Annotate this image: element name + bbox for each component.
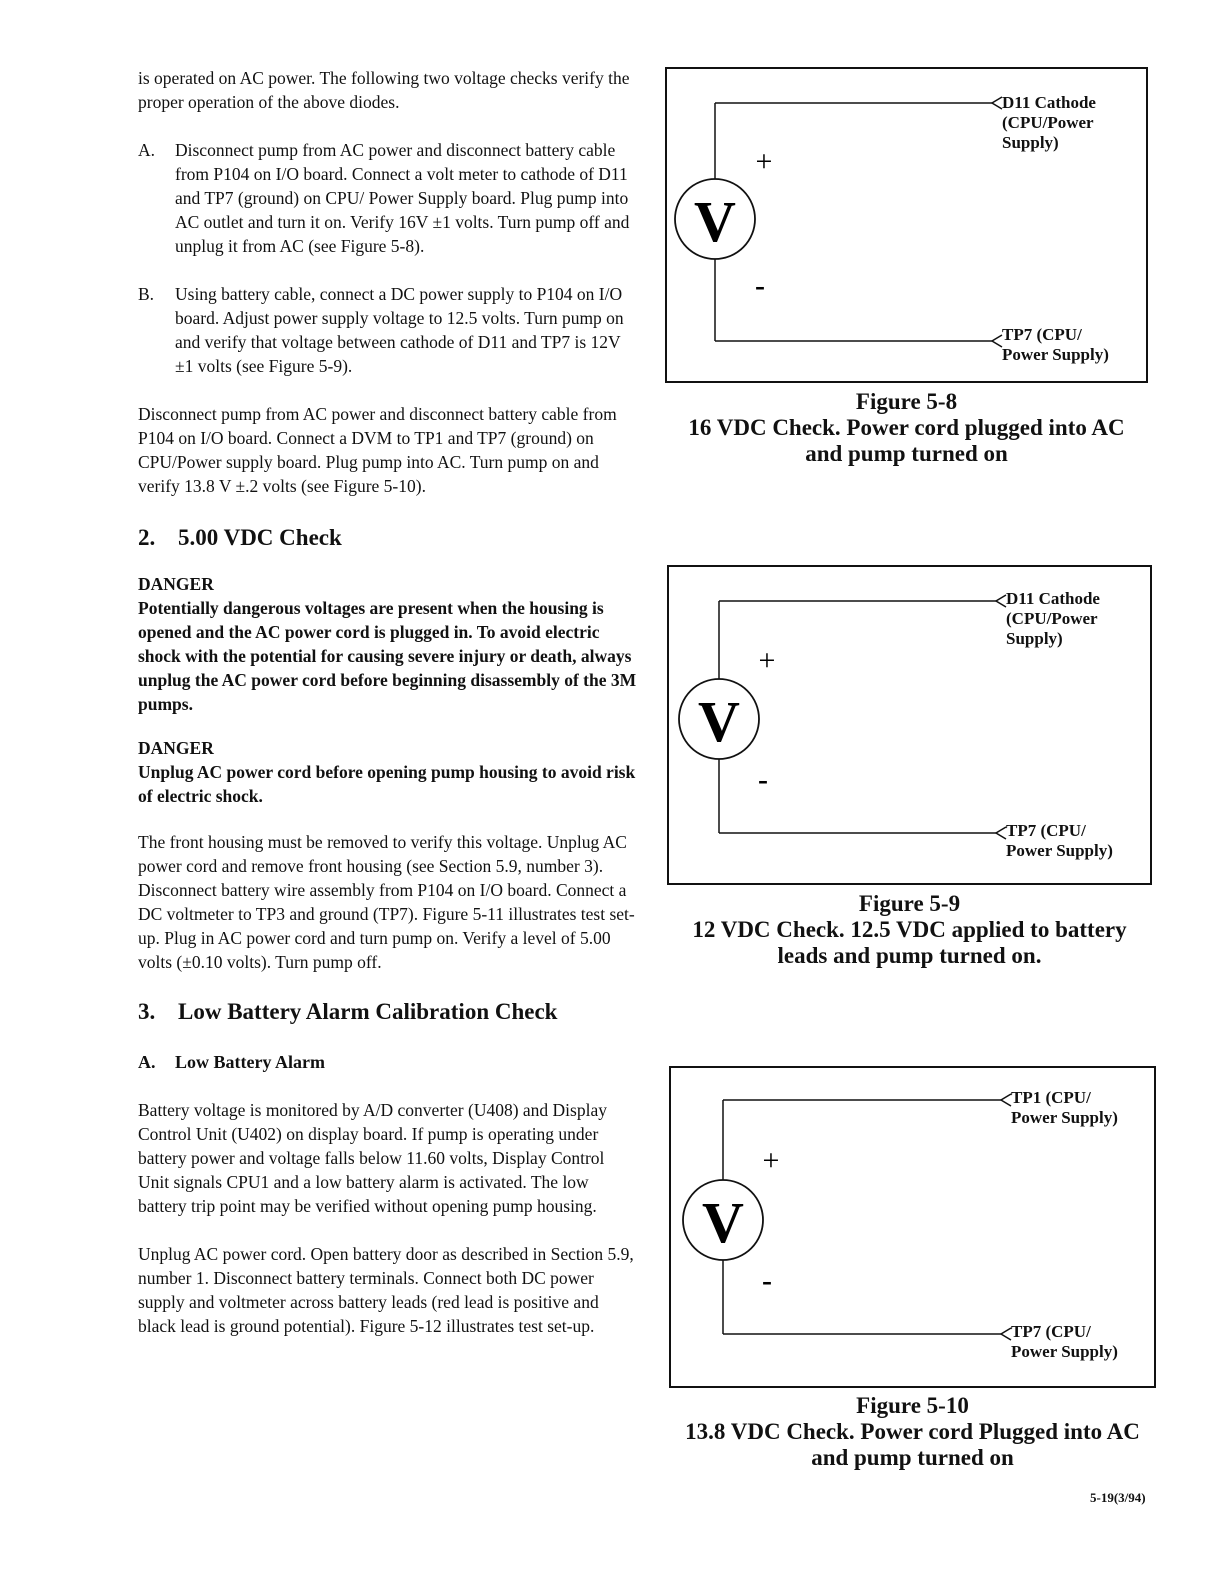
svg-text:V: V — [694, 189, 736, 254]
bottom-lead-label: TP7 (CPU/ Power Supply) — [1006, 821, 1113, 860]
positive-sign: + — [755, 145, 773, 178]
caption-line-1: 12 VDC Check. 12.5 VDC applied to battery — [692, 917, 1127, 942]
figure-5-9-diagram — [667, 565, 1152, 885]
section-title: 5.00 VDC Check — [178, 525, 342, 550]
top-lead-label: D11 Cathode (CPU/Power Supply) — [1006, 589, 1100, 648]
negative-sign: - — [755, 269, 765, 302]
danger-text-1: Potentially dangerous voltages are present when the housing is opened and the AC power cord is plugged in. To avoid electric shock with the potential for causing severe injury or death, always unplug the AC power cord before beginning disassembly of the 3M pumps. — [138, 598, 637, 714]
figure-label: Figure 5-9 — [858, 891, 961, 916]
svg-text:V: V — [702, 1190, 744, 1255]
caption-line-1: 13.8 VDC Check. Power cord Plugged into AC — [685, 1419, 1140, 1444]
figure-5-9-caption — [667, 891, 1152, 969]
list-item-a — [138, 138, 638, 258]
figure-5-8-diagram — [665, 67, 1148, 383]
negative-sign: - — [762, 1264, 772, 1297]
section-title: Low Battery Alarm Calibration Check — [178, 999, 558, 1024]
danger-heading-1: DANGER — [138, 574, 214, 594]
left-column — [138, 66, 638, 1338]
figure-label: Figure 5-10 — [856, 1393, 969, 1418]
figure-5-10-caption — [659, 1393, 1166, 1471]
bottom-lead-label: TP7 (CPU/ Power Supply) — [1002, 325, 1109, 364]
positive-sign: + — [758, 644, 776, 677]
subsection-heading-a — [138, 1050, 638, 1074]
section-number: 3. — [138, 999, 156, 1024]
svg-text:V: V — [698, 689, 740, 754]
top-lead-label: D11 Cathode (CPU/Power Supply) — [1002, 93, 1096, 152]
caption-line-2: and pump turned on — [811, 1445, 1014, 1470]
negative-sign: - — [758, 763, 768, 796]
positive-sign: + — [762, 1144, 780, 1177]
caption-line-2: leads and pump turned on. — [777, 943, 1042, 968]
intro-paragraph: is operated on AC power. The following two voltage checks verify the proper operation of the above diodes. — [138, 68, 630, 112]
page-number: 5-19(3/94) — [1090, 1490, 1146, 1505]
figure-5-10-diagram — [669, 1066, 1156, 1388]
front-housing-paragraph: The front housing must be removed to verify this voltage. Unplug AC power cord and remove front housing (see Section 5.9, number 3). Disconnect battery wire assembly from P104 on I/O board. Connect a DC voltmeter to TP3 and ground (TP7). Figure 5-11 illustrates test set-up. Plug in AC power cord and turn pump on. Verify a level of 5.00 volts (±0.10 volts). Turn pump off. — [138, 832, 635, 972]
section-heading-3 — [138, 998, 638, 1026]
battery-paragraph: Battery voltage is monitored by A/D converter (U408) and Display Control Unit (U402) on display board. If pump is operating under battery power and voltage falls below 11.60 volts, Display Control Unit signals CPU1 and a low battery alarm is activated. The low battery trip point may be verified without opening pump housing. — [138, 1100, 607, 1216]
caption-line-1: 16 VDC Check. Power cord plugged into AC — [688, 415, 1125, 440]
dvm-paragraph: Disconnect pump from AC power and disconnect battery cable from P104 on I/O board. Connect a DVM to TP1 and TP7 (ground) on CPU/Power supply board. Plug pump into AC. Turn pump on and verify 13.8 V ±.2 volts (see Figure 5-10). — [138, 404, 617, 496]
list-text: Using battery cable, connect a DC power supply to P104 on I/O board. Adjust power supply voltage to 12.5 volts. Turn pump on and verify that voltage between cathode of D11 and TP7 is 12V ±1 volts (see Figure 5-9). — [175, 284, 624, 376]
figure-label: Figure 5-8 — [855, 389, 958, 414]
section-heading-2 — [138, 524, 638, 552]
top-lead-label: TP1 (CPU/ Power Supply) — [1011, 1088, 1118, 1127]
bottom-lead-label: TP7 (CPU/ Power Supply) — [1011, 1322, 1118, 1361]
unplug-paragraph: Unplug AC power cord. Open battery door as described in Section 5.9, number 1. Disconnect battery terminals. Connect both DC power supply and voltmeter across battery leads (red lead is positive and black lead is ground potential). Figure 5-12 illustrates test set-up. — [138, 1244, 634, 1336]
list-label: B. — [138, 284, 155, 304]
caption-line-2: and pump turned on — [805, 441, 1008, 466]
subsection-title: Low Battery Alarm — [175, 1052, 325, 1072]
list-item-b — [138, 282, 638, 378]
section-number: 2. — [138, 525, 156, 550]
figure-5-8-caption — [665, 389, 1148, 467]
list-label: A. — [138, 140, 156, 160]
danger-heading-2: DANGER — [138, 738, 214, 758]
subsection-number: A. — [138, 1052, 156, 1072]
danger-text-2: Unplug AC power cord before opening pump housing to avoid risk of electric shock. — [138, 762, 636, 806]
list-text: Disconnect pump from AC power and disconnect battery cable from P104 on I/O board. Connect a volt meter to cathode of D11 and TP7 (ground) on CPU/ Power Supply board. Plug pump into AC outlet and turn it on. Verify 16V ±1 volts. Turn pump off and unplug it from AC (see Figure 5-8). — [175, 140, 630, 256]
